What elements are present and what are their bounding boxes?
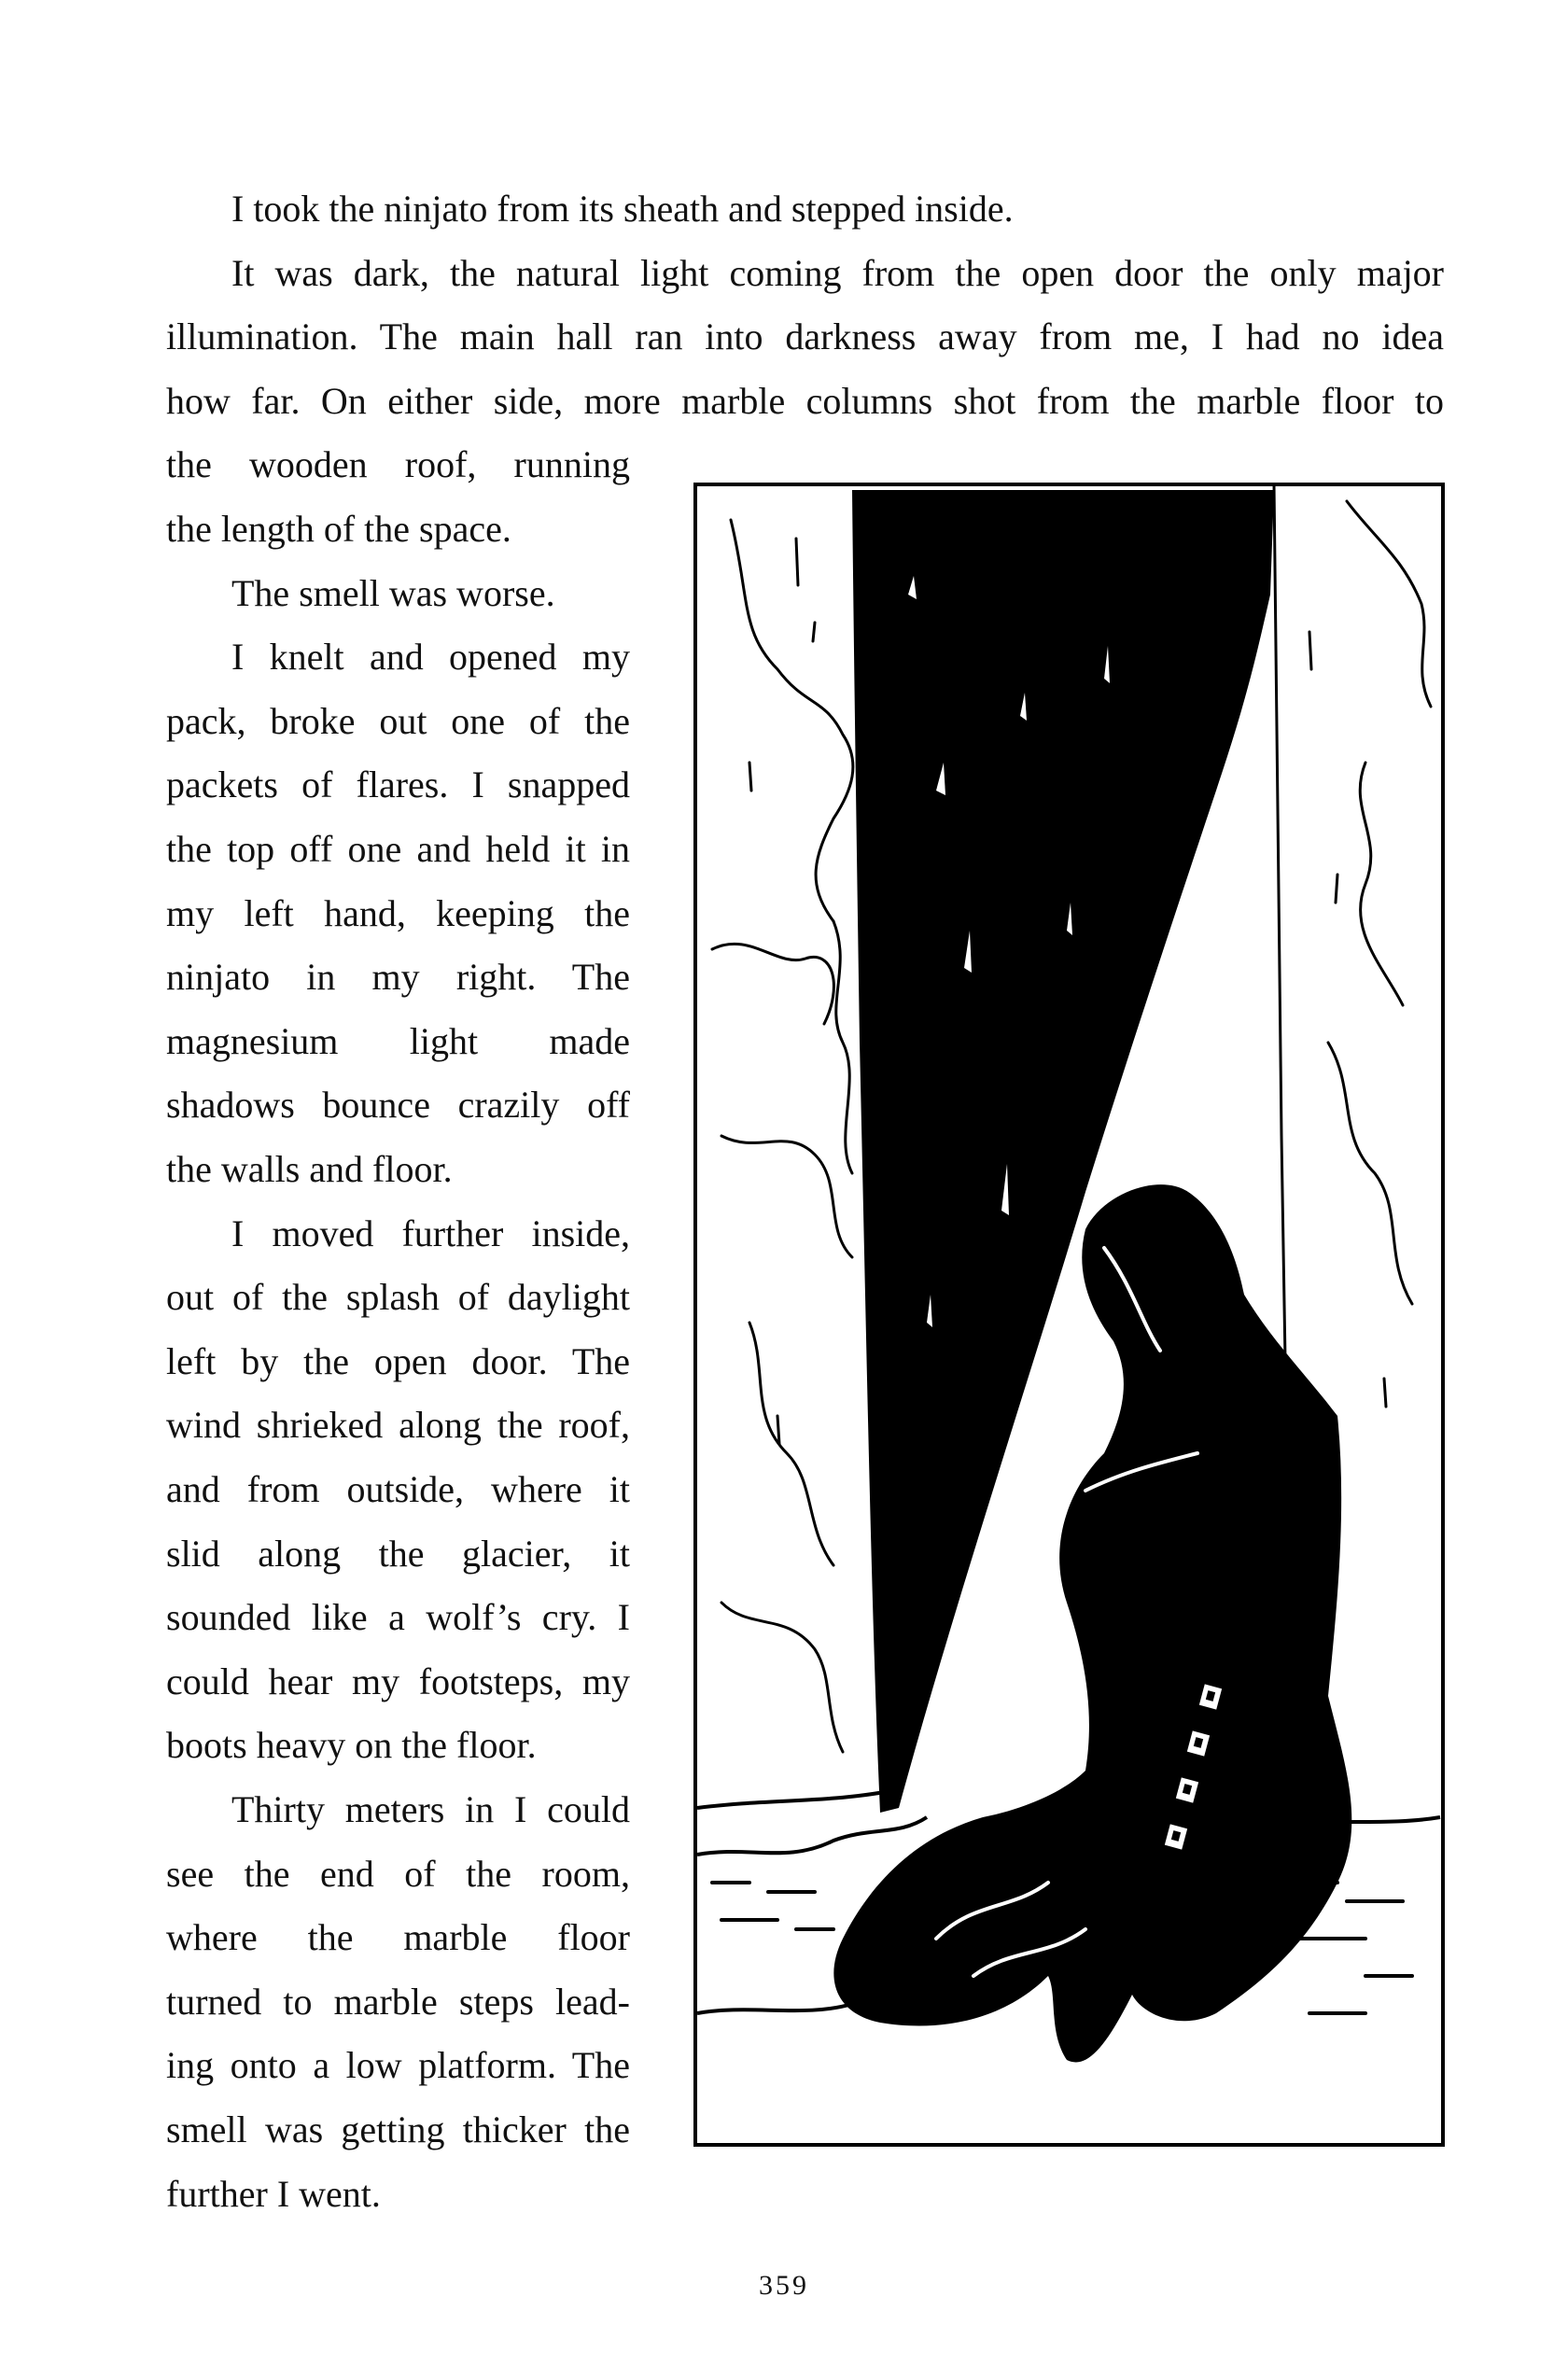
text-line: wind shrieked along the roof, — [166, 1404, 630, 1447]
text-line: shadows bounce crazily off — [166, 1084, 630, 1127]
text-line: the walls and floor. — [166, 1148, 453, 1190]
text-line: boots heavy on the floor. — [166, 1724, 537, 1767]
text-line: my left hand, keeping the — [166, 891, 630, 934]
text-line: pack, broke out one of the — [166, 699, 630, 742]
text-line: I took the ninjato from its sheath and stepped inside. — [231, 188, 1014, 230]
text-line: sounded like a wolf’s cry. I — [166, 1596, 630, 1639]
text-line: ing onto a low platform. The — [166, 2044, 630, 2087]
text-line: I moved further inside, — [231, 1212, 630, 1254]
text-line: left by the open door. The — [166, 1339, 630, 1382]
text-line: the wooden roof, running — [166, 443, 630, 486]
text-line: how far. On either side, more marble columns shot from the marble floor to — [166, 379, 1444, 422]
text-line: ninjato in my right. The — [166, 956, 630, 999]
text-line: I knelt and opened my — [231, 636, 630, 679]
text-line: see the end of the room, — [166, 1852, 630, 1895]
text-line: the length of the space. — [166, 508, 511, 550]
text-line: illumination. The main hall ran into darkness away from me, I had no idea — [166, 315, 1444, 358]
text-line: out of the splash of daylight — [166, 1276, 630, 1319]
text-line: magnesium light made — [166, 1019, 630, 1062]
page-number: 359 — [759, 2270, 809, 2301]
text-line: Thirty meters in I could — [231, 1788, 630, 1830]
text-line: slid along the glacier, it — [166, 1532, 630, 1575]
text-line: further I went. — [166, 2172, 381, 2215]
text-line: and from outside, where it — [166, 1468, 630, 1510]
text-line: The smell was worse. — [231, 571, 555, 614]
text-line: smell was getting thicker the — [166, 2108, 630, 2150]
text-line: where the marble floor — [166, 1916, 630, 1959]
text-line: the top off one and held it in — [166, 828, 630, 870]
text-line: packets of flares. I snapped — [166, 763, 630, 806]
illustration-kneeling-ninja — [693, 483, 1445, 2147]
text-line: turned to marble steps lead- — [166, 1980, 630, 2023]
text-line: It was dark, the natural light coming from the open door the only major — [231, 251, 1444, 294]
text-line: could hear my footsteps, my — [166, 1660, 630, 1702]
